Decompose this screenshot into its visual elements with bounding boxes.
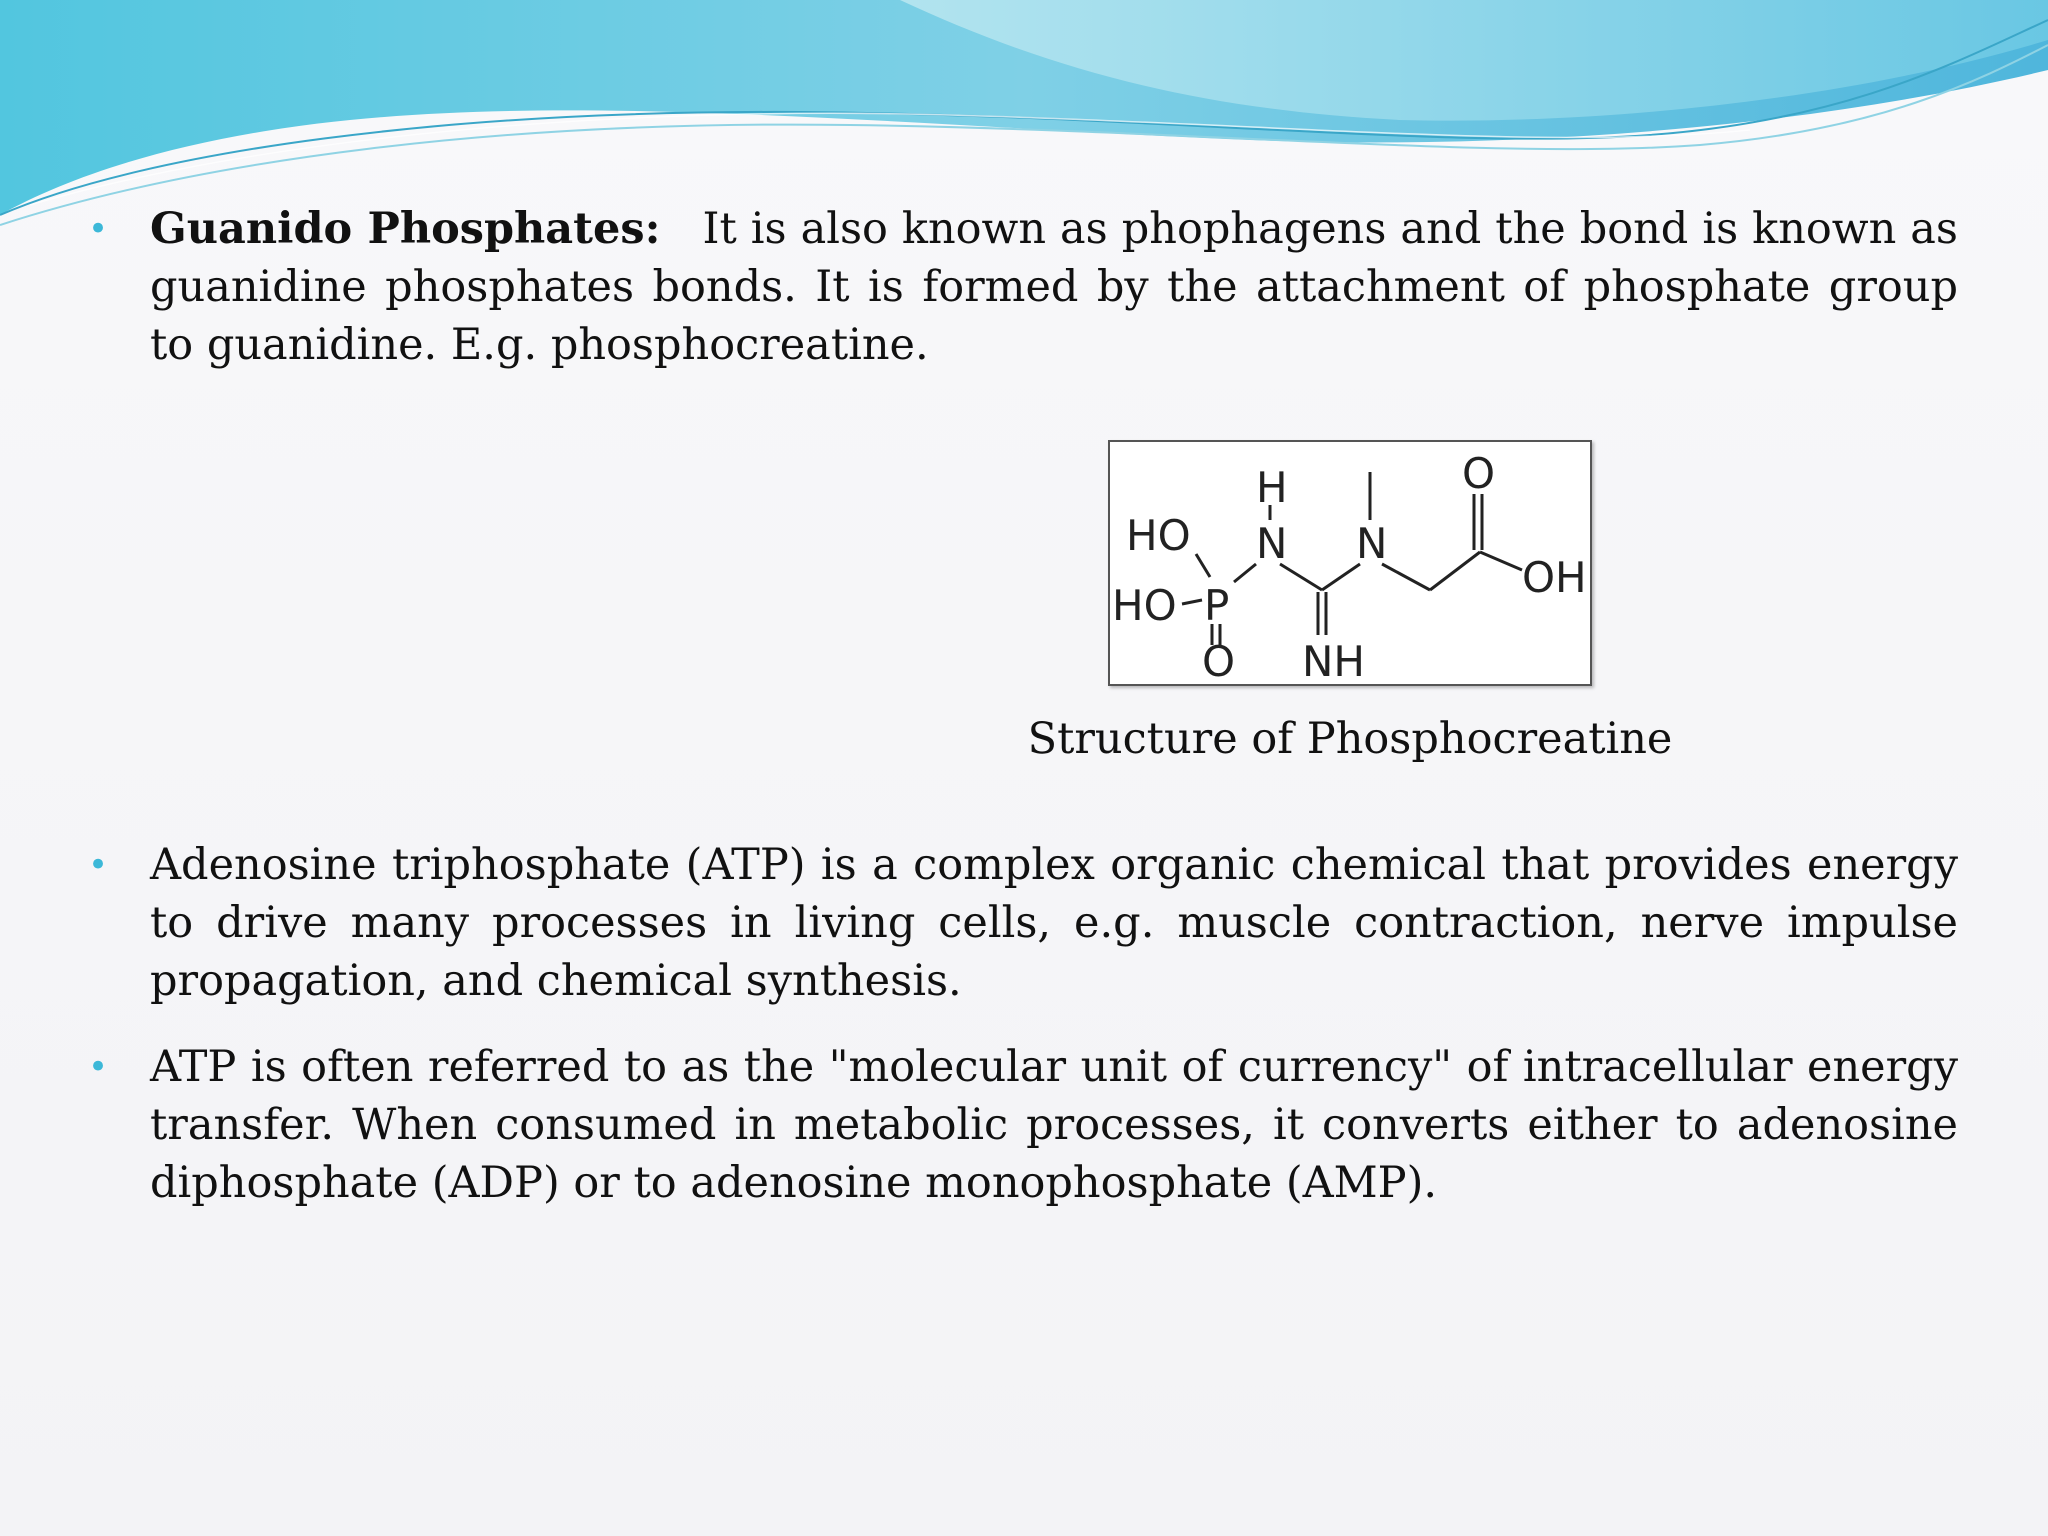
atom-h: H [1256, 463, 1288, 512]
atom-o-bottom: O [1202, 637, 1236, 684]
figure-caption: Structure of Phosphocreatine [1027, 714, 1673, 764]
atom-oh: OH [1522, 553, 1587, 602]
atom-n2: N [1356, 519, 1388, 568]
bullet-text: ATP is often referred to as the "molecular unit of currency" of intracellular energy transfer. When consumed in metabolic processes, it converts either to adenosine diphosphate (ADP) or to adenosine monophosphate (AMP). [150, 1042, 1958, 1208]
atom-nh: NH [1302, 637, 1365, 684]
phosphocreatine-structure-diagram [1108, 440, 1592, 686]
atom-ho-bottom: HO [1112, 581, 1177, 630]
structure-svg [1110, 442, 1590, 684]
bullet-marker: • [88, 1047, 109, 1087]
bullet-lead: Guanido Phosphates: [150, 204, 661, 254]
atom-o-top: O [1462, 449, 1496, 498]
atom-n1: N [1256, 519, 1288, 568]
bullet-text: Adenosine triphosphate (ATP) is a complex organic chemical that provides energy to drive many processes in living cells, e.g. muscle contraction, nerve impulse propagation, and chemical synthesis. [150, 840, 1958, 1006]
atom-p: P [1204, 581, 1230, 630]
bullet-guanido-phosphates [88, 200, 1958, 374]
atom-ho-top: HO [1126, 511, 1191, 560]
bullet-text: It is also known as phophagens and the bond is known as guanidine phosphates bonds. It is formed by the attachment of phosphate group to guanidine. E.g. phosphocreatine. [150, 204, 1958, 370]
bullet-marker: • [88, 209, 109, 249]
bullet-atp-definition [88, 836, 1958, 1010]
bullet-marker: • [88, 845, 109, 885]
bullet-atp-currency [88, 1038, 1958, 1212]
